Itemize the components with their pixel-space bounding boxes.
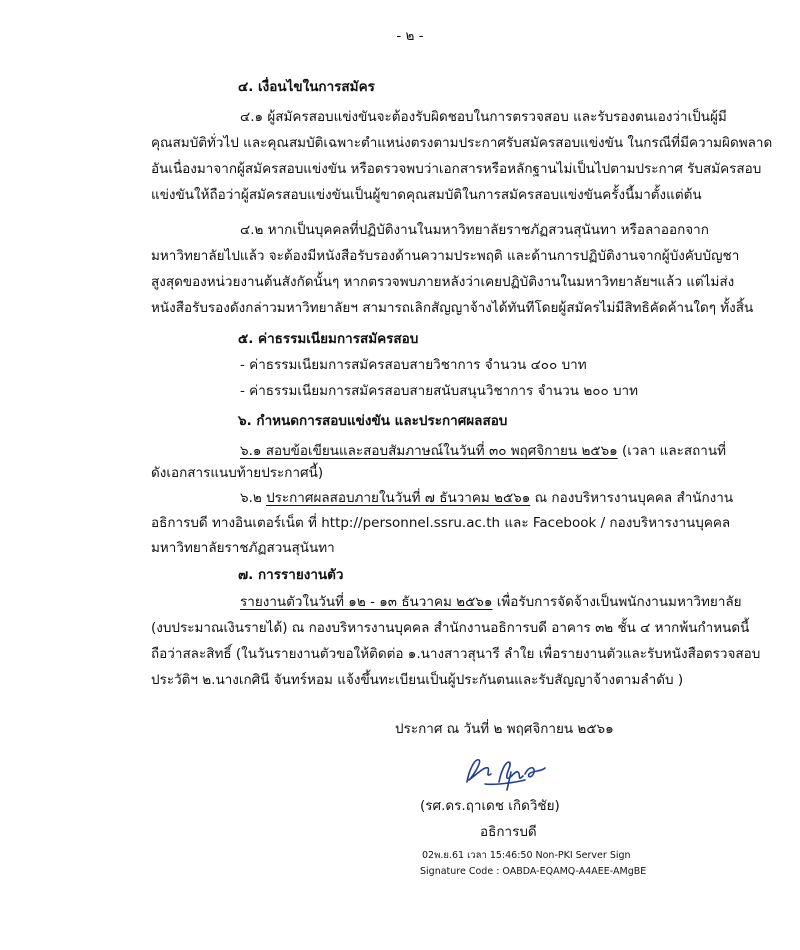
fee-item: - ค่าธรรมเนียมการสมัครสอบสายสนับสนุนวิชาการ จำนวน ๒๐๐ บาท <box>240 383 639 399</box>
paragraph-6-2-line: อธิการบดี ทางอินเตอร์เน็ต ที่ http://personnel.ssru.ac.th และ Facebook / กองบริหารงานบุคคล <box>151 515 731 531</box>
paragraph-6-1-line <box>240 442 726 460</box>
page-number: - ๒ - <box>396 28 424 44</box>
section-6-heading: ๖. กำหนดการสอบแข่งขัน และประกาศผลสอบ <box>238 413 508 429</box>
section-7-heading: ๗. การรายงานตัว <box>238 567 344 583</box>
paragraph-4-2-line: ๔.๒ หากเป็นบุคคลที่ปฏิบัติงานในมหาวิทยาลัยราชภัฏสวนสุนันทา หรือลาออกจาก <box>240 222 709 238</box>
paragraph-6-2-prefix: ๖.๒ <box>240 490 267 506</box>
signatory-name: (รศ.ดร.ฤาเดช เกิดวิชัย) <box>420 798 560 814</box>
result-location-text: ณ กองบริหารงานบุคคล สำนักงาน <box>530 490 734 506</box>
announcement-date: ประกาศ ณ วันที่ ๒ พฤศจิกายน ๒๕๖๑ <box>395 721 614 737</box>
signature-image <box>455 752 565 792</box>
paragraph-7-line: ประวัติฯ ๒.นางเกศินี จันทร์หอม แจ้งขึ้นทะเบียนเป็นผู้ประกันตนและรับสัญญาจ้างตามลำดับ ) <box>151 672 684 688</box>
exam-date-text: ๖.๑ สอบข้อเขียนและสอบสัมภาษณ์ในวันที่ ๓๐ พฤศจิกายน ๒๕๖๑ <box>240 443 618 459</box>
report-purpose-text: เพื่อรับการจัดจ้างเป็นพนักงานมหาวิทยาลัย <box>492 594 742 610</box>
paragraph-4-1-line: แข่งขันให้ถือว่าผู้สมัครสอบแข่งขันเป็นผู้ขาดคุณสมบัติในการสมัครสอบแข่งขันครั้งนี้มาตั้งแต่ต้น <box>151 187 702 203</box>
paragraph-6-2-line <box>240 489 733 507</box>
paragraph-4-2-line: มหาวิทยาลัยไปแล้ว จะต้องมีหนังสือรับรองด้านความประพฤติ และด้านการปฏิบัติงานจากผู้บังคับบัญชา <box>151 248 740 264</box>
section-5-heading: ๕. ค่าธรรมเนียมการสมัครสอบ <box>238 331 419 347</box>
result-date-text: ประกาศผลสอบภายในวันที่ ๗ ธันวาคม ๒๕๖๑ <box>266 490 531 506</box>
section-4-heading: ๔. เงื่อนไขในการสมัคร <box>238 79 375 95</box>
paragraph-6-2-line: มหาวิทยาลัยราชภัฏสวนสุนันทา <box>151 540 335 556</box>
paragraph-4-1-line: อันเนื่องมาจากผู้สมัครสอบแข่งขัน หรือตรวจพบว่าเอกสารหรือหลักฐานไม่เป็นไปตามประกาศ รับสมัครสอบ <box>151 161 762 177</box>
fee-item: - ค่าธรรมเนียมการสมัครสอบสายวิชาการ จำนวน ๔๐๐ บาท <box>240 357 587 373</box>
exam-note-text: (เวลา และสถานที่ <box>617 443 726 459</box>
signatory-title: อธิการบดี <box>480 824 537 840</box>
paragraph-7-line: (งบประมาณเงินรายได้) ณ กองบริหารงานบุคคล สำนักงานอธิการบดี อาคาร ๓๒ ชั้น ๔ หากพ้นกำหนดนี้ <box>151 620 750 636</box>
signature-code: Signature Code : OABDA-EQAMQ-A4AEE-AMgBE <box>420 866 647 877</box>
paragraph-7-line <box>240 593 742 611</box>
paragraph-6-1-line: ดังเอกสารแนบท้ายประกาศนี้) <box>151 465 324 481</box>
paragraph-7-line: ถือว่าสละสิทธิ์ (ในวันรายงานตัวขอให้ติดต่อ ๑.นางสาวสุนารี ลำใย เพื่อรายงานตัวและรับหนังสือตรวจสอบ <box>151 646 761 662</box>
paragraph-4-1-line: ๔.๑ ผู้สมัครสอบแข่งขันจะต้องรับผิดชอบในการตรวจสอบ และรับรองตนเองว่าเป็นผู้มี <box>240 109 727 125</box>
paragraph-4-2-line: หนังสือรับรองดังกล่าวมหาวิทยาลัยฯ สามารถเลิกสัญญาจ้างได้ทันทีโดยผู้สมัครไม่มีสิทธิคัดค้านใดๆ ทั้งสิ้น <box>151 300 754 316</box>
paragraph-4-2-line: สูงสุดของหน่วยงานต้นสังกัดนั้นๆ หากตรวจพบภายหลังว่าเคยปฏิบัติงานในมหาวิทยาลัยฯแล้ว แต่ไม่ส่ง <box>151 274 735 290</box>
server-sign-text: 02พ.ย.61 เวลา 15:46:50 Non-PKI Server Sign <box>422 850 631 861</box>
report-date-text: รายงานตัวในวันที่ ๑๒ - ๑๓ ธันวาคม ๒๕๖๑ <box>240 594 493 610</box>
paragraph-4-1-line: คุณสมบัติทั่วไป และคุณสมบัติเฉพาะตำแหน่งตรงตามประกาศรับสมัครสอบแข่งขัน ในกรณีที่มีความผิดพลาด <box>151 135 773 151</box>
